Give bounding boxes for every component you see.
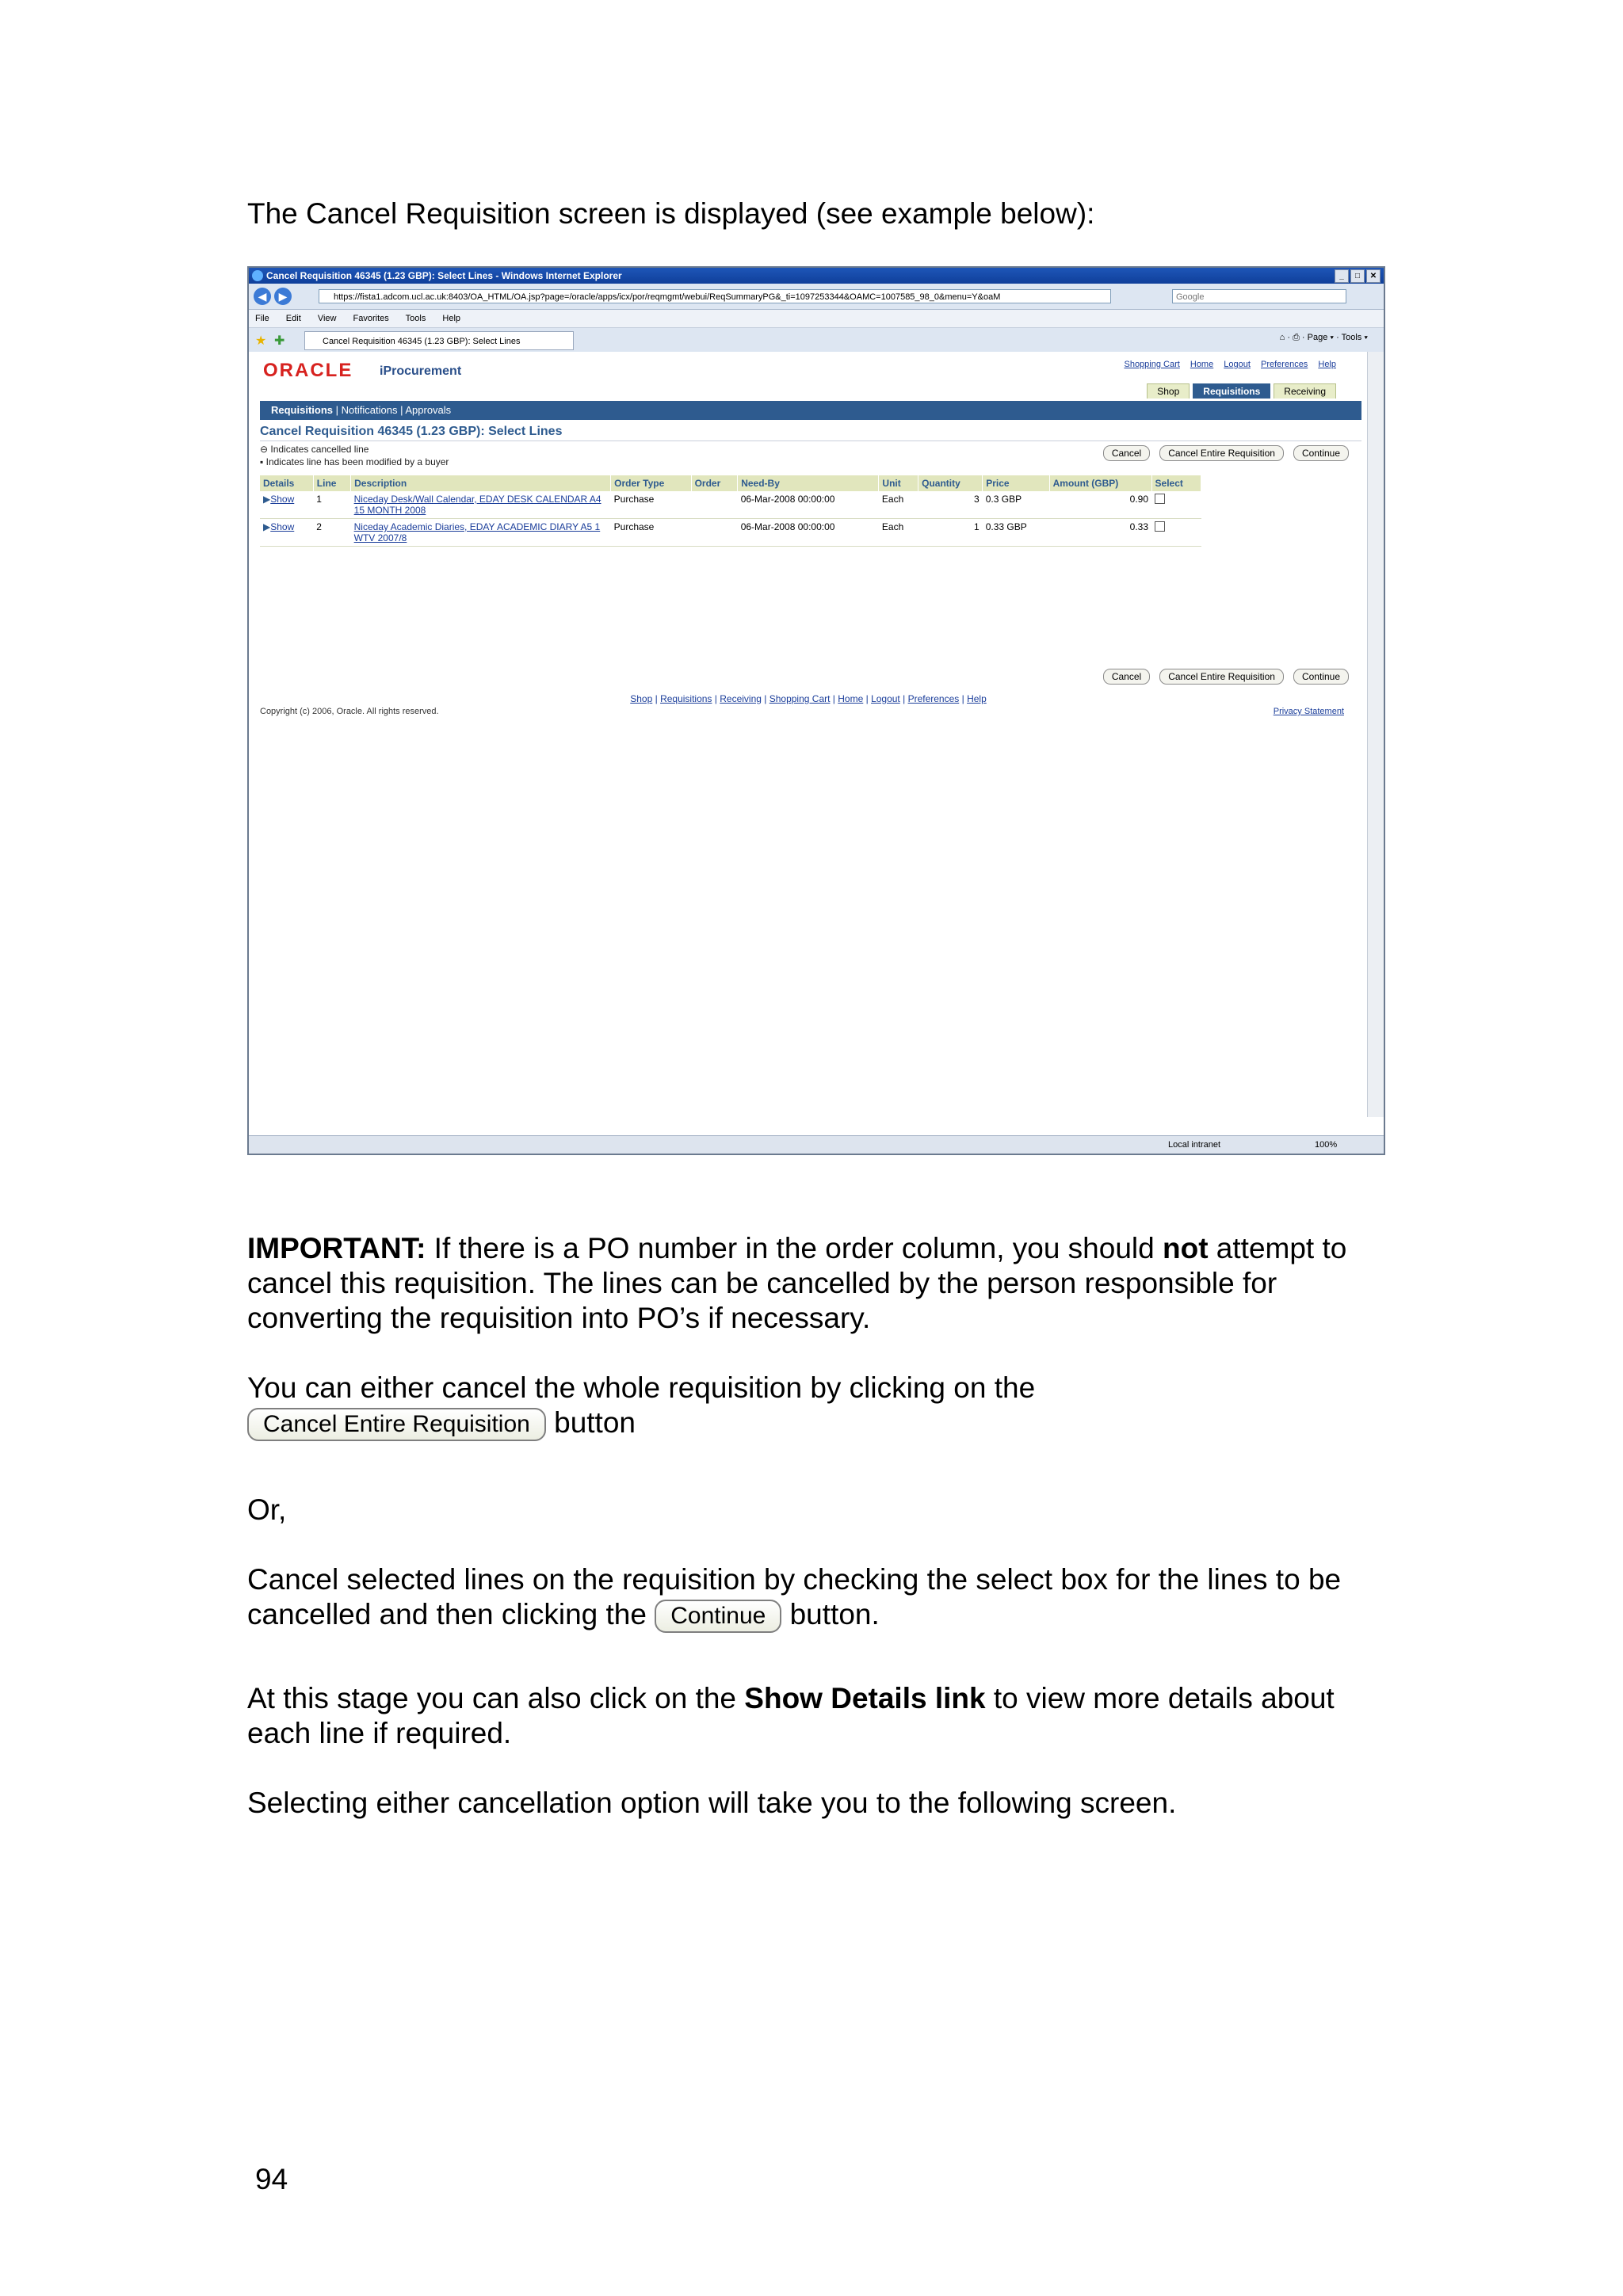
cell-quantity: 3	[918, 491, 983, 519]
expand-icon[interactable]: ▶	[263, 521, 271, 532]
cell-order-type: Purchase	[611, 519, 691, 547]
subnav-requisitions[interactable]: Requisitions	[271, 404, 334, 416]
maximize-icon[interactable]: □	[1350, 269, 1365, 283]
favorites-star-icon[interactable]: ★	[255, 334, 267, 348]
page-number: 94	[255, 2163, 288, 2195]
expand-icon[interactable]: ▶	[263, 494, 271, 505]
important-label: IMPORTANT:	[247, 1232, 426, 1264]
table-row	[260, 491, 1201, 519]
col-need-by: Need-By	[738, 475, 879, 491]
cell-quantity: 1	[918, 519, 983, 547]
browser-screenshot	[247, 266, 1385, 1155]
footer-link-help[interactable]: Help	[967, 693, 987, 704]
status-bar	[249, 1135, 1384, 1154]
modified-icon: ▪	[260, 456, 264, 467]
page-title: Cancel Requisition 46345 (1.23 GBP): Select Lines	[260, 425, 563, 438]
zoom-level[interactable]: 100%	[1315, 1140, 1338, 1150]
show-details-bold: Show Details link	[744, 1682, 986, 1714]
window-titlebar	[249, 268, 1384, 284]
status-zone: Local intranet	[1168, 1140, 1221, 1150]
cell-description-link[interactable]: Niceday Academic Diaries, EDAY ACADEMIC DIARY A5 1 WTV 2007/8	[353, 521, 601, 543]
cell-price: 0.33 GBP	[983, 519, 1049, 547]
menu-help[interactable]: Help	[442, 314, 461, 323]
cancel-entire-requisition-button-image: Cancel Entire Requisition	[247, 1408, 546, 1441]
footer-link-home[interactable]: Home	[838, 693, 864, 704]
menu-edit[interactable]: Edit	[285, 314, 301, 323]
cell-unit: Each	[879, 519, 918, 547]
cell-order	[691, 491, 738, 519]
subnav-notifications[interactable]: Notifications	[341, 404, 398, 416]
table-row	[260, 519, 1201, 547]
menu-view[interactable]: View	[317, 314, 337, 323]
cell-description-link[interactable]: Niceday Desk/Wall Calendar, EDAY DESK CALENDAR A4 15 MONTH 2008	[353, 494, 601, 516]
select-checkbox[interactable]	[1155, 494, 1165, 504]
footer-link-requisitions[interactable]: Requisitions	[660, 693, 712, 704]
vertical-scrollbar[interactable]	[1367, 352, 1384, 1117]
footer-links: Shop | Requisitions | Receiving | Shopping Cart | Home | Logout | Preferences | Help	[630, 693, 987, 704]
cancel-button[interactable]: Cancel	[1103, 669, 1150, 685]
select-checkbox[interactable]	[1155, 521, 1165, 532]
subnav-bar: Requisitions | Notifications | Approvals	[260, 401, 1361, 420]
cell-amount: 0.90	[1049, 491, 1151, 519]
cancel-entire-requisition-button[interactable]: Cancel Entire Requisition	[1159, 669, 1284, 685]
app-tabs	[1147, 383, 1336, 399]
menu-tools[interactable]: Tools	[405, 314, 426, 323]
show-details-paragraph: At this stage you can also click on the Show Details link to view more details about each line if required.	[247, 1682, 1335, 1749]
tools-menu[interactable]: Tools	[1341, 333, 1362, 342]
tab-receiving[interactable]: Receiving	[1274, 383, 1336, 399]
col-unit: Unit	[879, 475, 918, 491]
cell-order	[691, 519, 738, 547]
link-logout[interactable]: Logout	[1224, 360, 1251, 369]
home-icon[interactable]: ⌂	[1279, 333, 1285, 342]
tab-requisitions[interactable]: Requisitions	[1193, 383, 1270, 399]
global-links	[1116, 360, 1336, 369]
col-details: Details	[260, 475, 313, 491]
intro-paragraph: The Cancel Requisition screen is displayed (see example below):	[247, 197, 1095, 230]
cancelled-icon: ⊖	[260, 444, 269, 455]
subnav-approvals[interactable]: Approvals	[405, 404, 452, 416]
cell-amount: 0.33	[1049, 519, 1151, 547]
important-paragraph: IMPORTANT: If there is a PO number in the order column, you should not attempt to cancel this requisition. The lines can be cancelled by the person responsible for converting the requisition into PO’s if necessary.	[247, 1232, 1347, 1334]
print-icon[interactable]: ⎙	[1293, 333, 1300, 342]
cancel-entire-requisition-button[interactable]: Cancel Entire Requisition	[1159, 445, 1284, 461]
bottom-button-row	[1103, 669, 1349, 685]
menu-favorites[interactable]: Favorites	[353, 314, 389, 323]
ie-icon	[252, 270, 263, 281]
table-header-row	[260, 475, 1201, 491]
col-amount: Amount (GBP)	[1049, 475, 1151, 491]
cancel-button[interactable]: Cancel	[1103, 445, 1150, 461]
cell-need-by: 06-Mar-2008 00:00:00	[738, 519, 879, 547]
close-icon[interactable]: ✕	[1366, 269, 1381, 283]
show-details-link[interactable]: Show	[270, 494, 295, 505]
forward-icon[interactable]: ▶	[274, 288, 292, 305]
col-select: Select	[1151, 475, 1201, 491]
col-description: Description	[351, 475, 611, 491]
col-line: Line	[313, 475, 350, 491]
link-shopping-cart[interactable]: Shopping Cart	[1124, 360, 1180, 369]
link-preferences[interactable]: Preferences	[1261, 360, 1308, 369]
top-button-row	[1103, 445, 1349, 461]
link-home[interactable]: Home	[1190, 360, 1214, 369]
col-price: Price	[983, 475, 1049, 491]
oracle-logo: ORACLE	[263, 360, 353, 381]
back-icon[interactable]: ◀	[254, 288, 271, 305]
or-paragraph: Or,	[247, 1493, 287, 1526]
show-details-link[interactable]: Show	[270, 521, 295, 532]
page-content	[249, 352, 1368, 1117]
link-help[interactable]: Help	[1318, 360, 1336, 369]
minimize-icon[interactable]: _	[1335, 269, 1349, 283]
continue-button[interactable]: Continue	[1293, 445, 1349, 461]
cancel-selected-paragraph: Cancel selected lines on the requisition by checking the select box for the lines to be cancelled and then clicking the Continue button.	[247, 1562, 1385, 1633]
cancel-entire-paragraph: You can either cancel the whole requisition by clicking on the Cancel Entire Requisition button	[247, 1371, 1385, 1441]
command-bar: ⌂ · ⎙ · Page ▾ · Tools ▾	[1279, 333, 1368, 342]
col-quantity: Quantity	[918, 475, 983, 491]
cell-price: 0.3 GBP	[983, 491, 1049, 519]
legend-cancelled: ⊖ Indicates cancelled line	[260, 444, 369, 455]
copyright: Copyright (c) 2006, Oracle. All rights reserved.	[260, 707, 439, 716]
footer-link-shopping-cart[interactable]: Shopping Cart	[769, 693, 831, 704]
cell-line: 1	[313, 491, 350, 519]
privacy-link[interactable]: Privacy Statement	[1273, 707, 1344, 716]
search-input[interactable]: Google	[1172, 289, 1346, 303]
browser-tab[interactable]: Cancel Requisition 46345 (1.23 GBP): Select Lines	[304, 331, 574, 350]
url-field[interactable]: https://fista1.adcom.ucl.ac.uk:8403/OA_HTML/OA.jsp?page=/oracle/apps/icx/por/reqmgmt/webui/ReqSummaryPG&_ti=1097253344&OAMC=1007585_98_0&menu=Y&oaM	[319, 289, 1111, 303]
legend-modified: ▪ Indicates line has been modified by a buyer	[260, 456, 449, 467]
cell-order-type: Purchase	[611, 491, 691, 519]
col-order-type: Order Type	[611, 475, 691, 491]
tab-shop[interactable]: Shop	[1147, 383, 1190, 399]
continue-button[interactable]: Continue	[1293, 669, 1349, 685]
cell-need-by: 06-Mar-2008 00:00:00	[738, 491, 879, 519]
selecting-paragraph: Selecting either cancellation option will take you to the following screen.	[247, 1787, 1177, 1819]
footer-link-receiving[interactable]: Receiving	[720, 693, 762, 704]
product-name: iProcurement	[380, 364, 462, 378]
cell-line: 2	[313, 519, 350, 547]
address-bar	[249, 284, 1384, 310]
footer-link-preferences[interactable]: Preferences	[907, 693, 960, 704]
add-favorite-icon[interactable]: ✚	[274, 334, 285, 348]
cell-unit: Each	[879, 491, 918, 519]
continue-button-image: Continue	[655, 1600, 781, 1633]
footer-link-shop[interactable]: Shop	[630, 693, 653, 704]
menu-bar	[249, 310, 1384, 328]
page-menu[interactable]: Page	[1307, 333, 1328, 342]
window-title: Cancel Requisition 46345 (1.23 GBP): Select Lines - Windows Internet Explorer	[266, 270, 622, 281]
requisition-lines-table	[260, 475, 1201, 547]
col-order: Order	[691, 475, 738, 491]
menu-file[interactable]: File	[255, 314, 269, 323]
footer-link-logout[interactable]: Logout	[871, 693, 900, 704]
important-not: not	[1163, 1232, 1209, 1264]
tab-bar	[249, 328, 1384, 353]
